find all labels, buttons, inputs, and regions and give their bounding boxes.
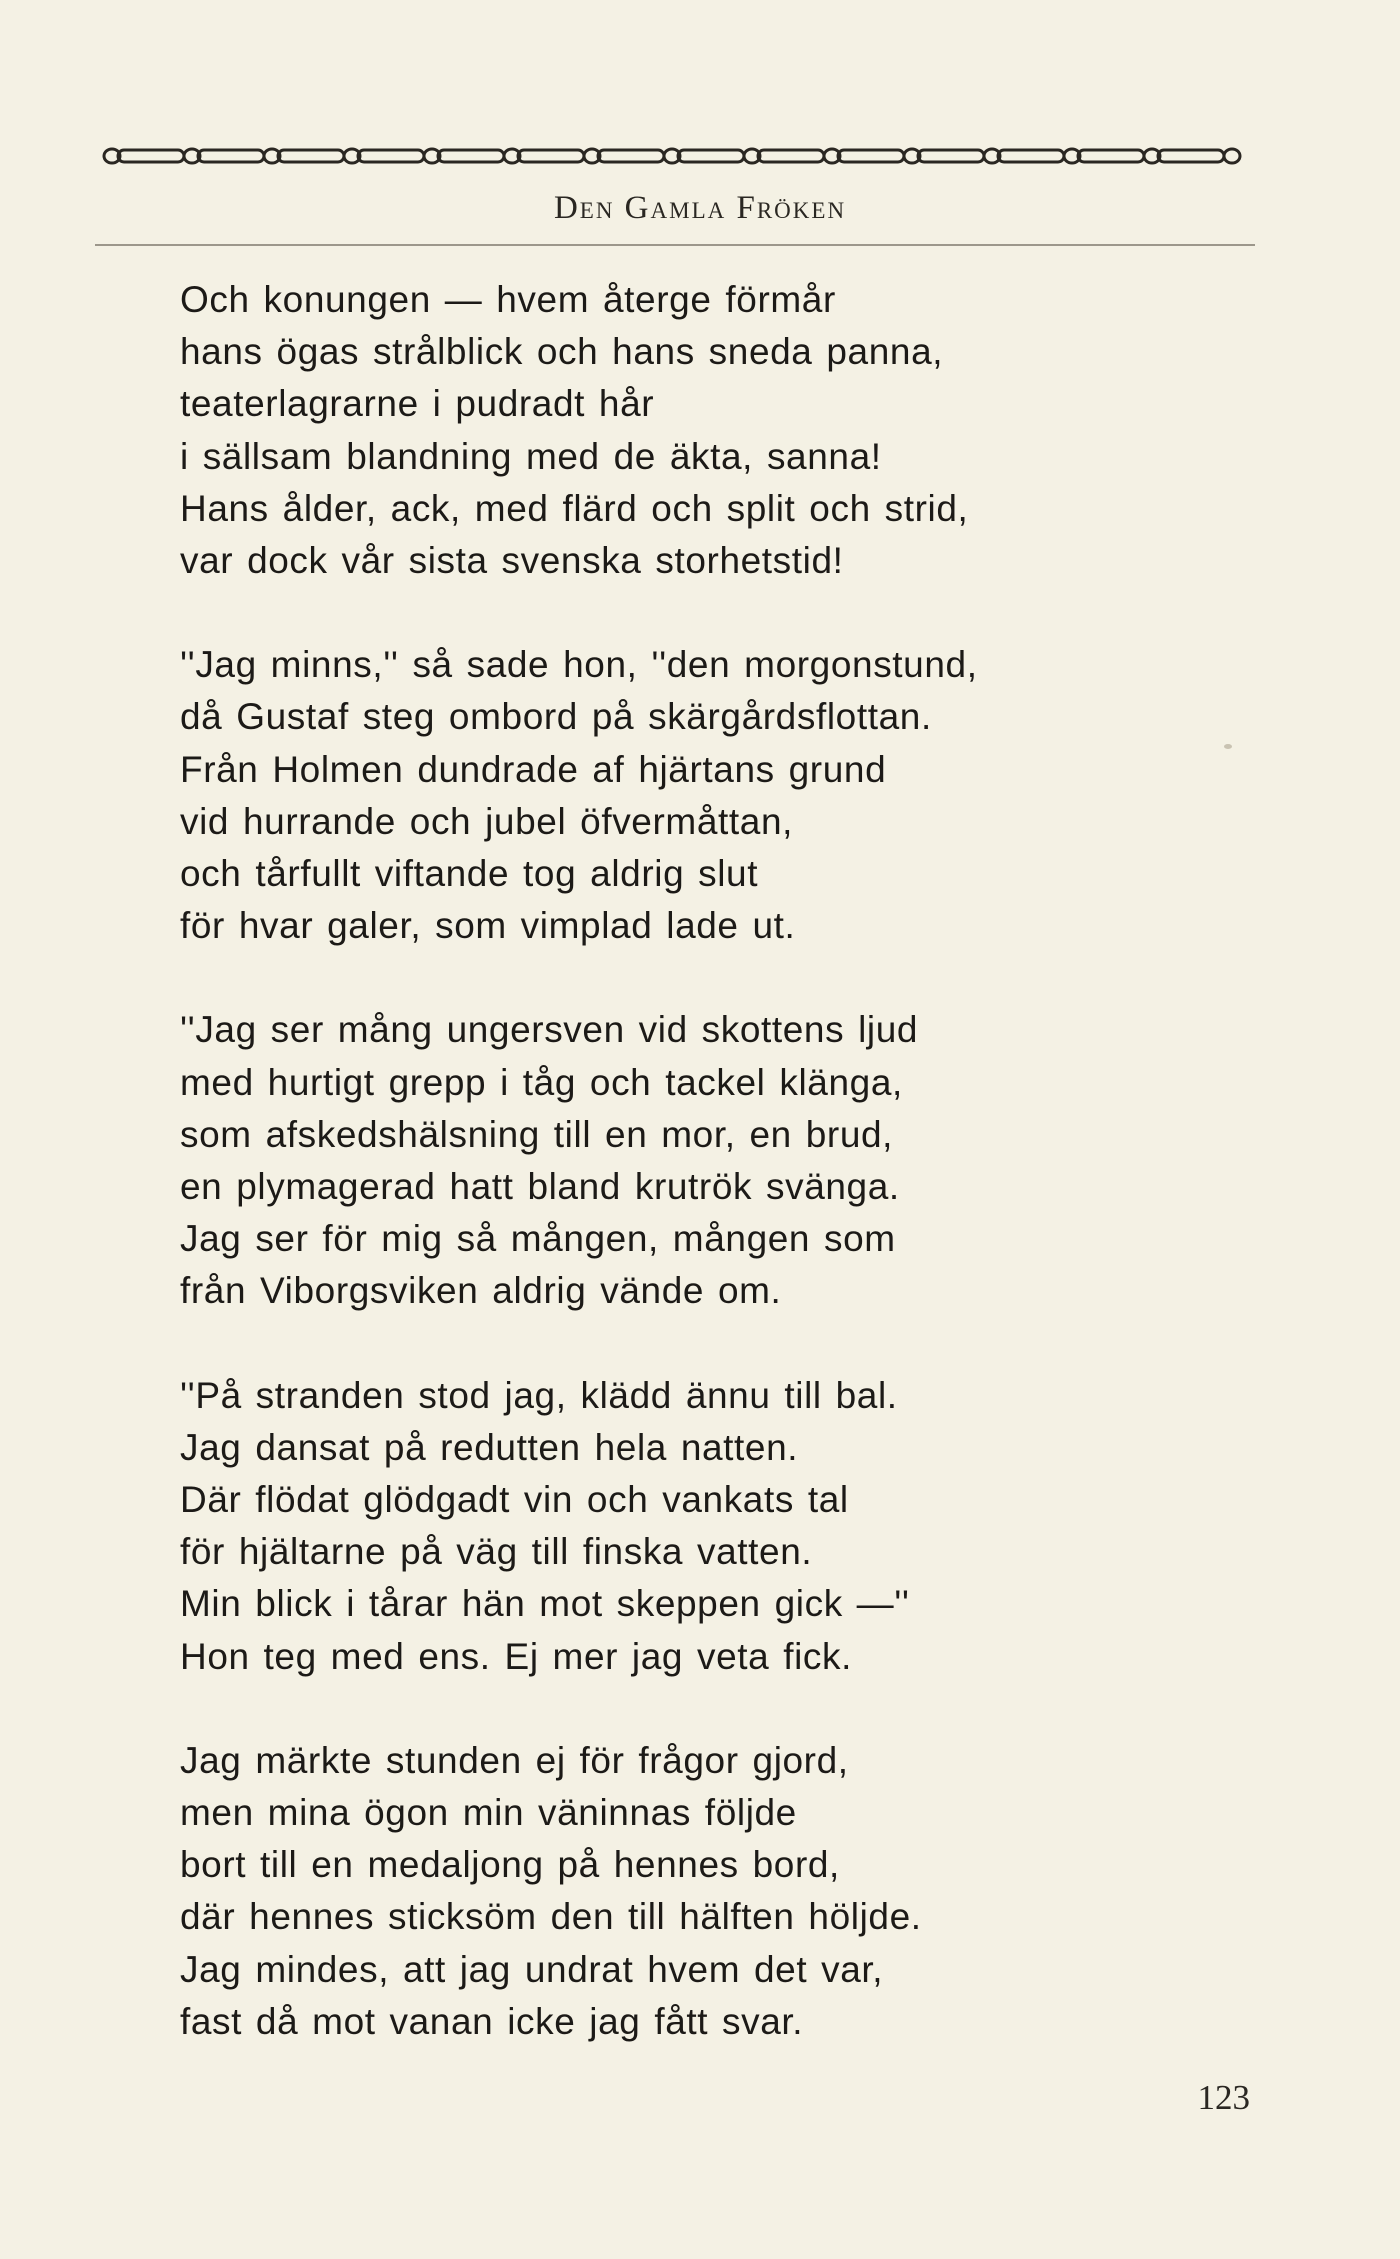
poem-line: ''På stranden stod jag, klädd ännu till bal. [180, 1374, 898, 1416]
poem-line: där hennes sticksöm den till hälften höljde. [180, 1896, 922, 1938]
poem-line: då Gustaf steg ombord på skärgårdsflottan. [180, 696, 932, 738]
chain-link [838, 150, 904, 162]
poem-line: teaterlagrarne i pudradt hår [180, 383, 655, 425]
poem-line: var dock vår sista svenska storhetstid! [180, 540, 844, 582]
poem-line: bort till en medaljong på hennes bord, [180, 1844, 840, 1886]
poem-line: Där flödat glödgadt vin och vankats tal [180, 1479, 849, 1521]
poem-line: med hurtigt grepp i tåg och tackel klänga, [180, 1061, 903, 1103]
stanza [180, 1004, 1180, 1317]
chain-ring [1224, 149, 1240, 163]
chain-link [438, 150, 504, 162]
poem-line: och tårfullt viftande tog aldrig slut [180, 853, 759, 895]
stanza [180, 274, 1180, 587]
poem-line: Hans ålder, ack, med flärd och split och strid, [180, 487, 969, 529]
poem-line: hans ögas strålblick och hans sneda panna, [180, 331, 944, 373]
header-rule [95, 244, 1255, 246]
poem-line: en plymagerad hatt bland krutrök svänga. [180, 1166, 900, 1208]
chain-link [518, 150, 584, 162]
poem-line: Jag ser för mig så mången, mången som [180, 1218, 896, 1260]
poem-line: från Viborgsviken aldrig vände om. [180, 1270, 782, 1312]
poem-line: Jag märkte stunden ej för frågor gjord, [180, 1739, 849, 1781]
chain-link [758, 150, 824, 162]
poem-line: fast då mot vanan icke jag fått svar. [180, 2000, 804, 2042]
page-number: 123 [1197, 2078, 1250, 2117]
decorative-chain-border [100, 143, 1248, 169]
poem-line: i sällsam blandning med de äkta, sanna! [180, 435, 882, 477]
poem-line: Jag dansat på redutten hela natten. [180, 1426, 799, 1468]
poem-line: Min blick i tårar hän mot skeppen gick —'' [180, 1583, 910, 1625]
chain-link [918, 150, 984, 162]
chain-link [358, 150, 424, 162]
running-head-title: Den Gamla Fröken [553, 190, 847, 226]
poem-line: ''Jag ser mång ungersven vid skottens ljud [180, 1009, 919, 1051]
poem-line: Från Holmen dundrade af hjärtans grund [180, 748, 887, 790]
poem-line: för hvar galer, som vimplad lade ut. [180, 905, 796, 947]
chain-link [198, 150, 264, 162]
poem-line: Hon teg med ens. Ej mer jag veta fick. [180, 1635, 852, 1677]
poem-line: men mina ögon min väninnas följde [180, 1792, 797, 1834]
chain-link [1078, 150, 1144, 162]
stanza [180, 1370, 1180, 1683]
chain-link [598, 150, 664, 162]
stanza [180, 639, 1180, 952]
paper-speck [1224, 744, 1232, 749]
chain-link [678, 150, 744, 162]
poem-line: som afskedshälsning till en mor, en brud, [180, 1113, 894, 1155]
poem-line: ''Jag minns,'' så sade hon, ''den morgonstund, [180, 644, 978, 686]
chain-link [1158, 150, 1224, 162]
chain-link [998, 150, 1064, 162]
poem-line: vid hurrande och jubel öfvermåttan, [180, 800, 794, 842]
poem-body [180, 274, 1180, 2100]
poem-line: Jag mindes, att jag undrat hvem det var, [180, 1948, 884, 1990]
chain-link [118, 150, 184, 162]
chain-link [278, 150, 344, 162]
poem-line: för hjältarne på väg till finska vatten. [180, 1531, 813, 1573]
stanza [180, 1735, 1180, 2048]
poem-line: Och konungen — hvem återge förmår [180, 279, 836, 320]
